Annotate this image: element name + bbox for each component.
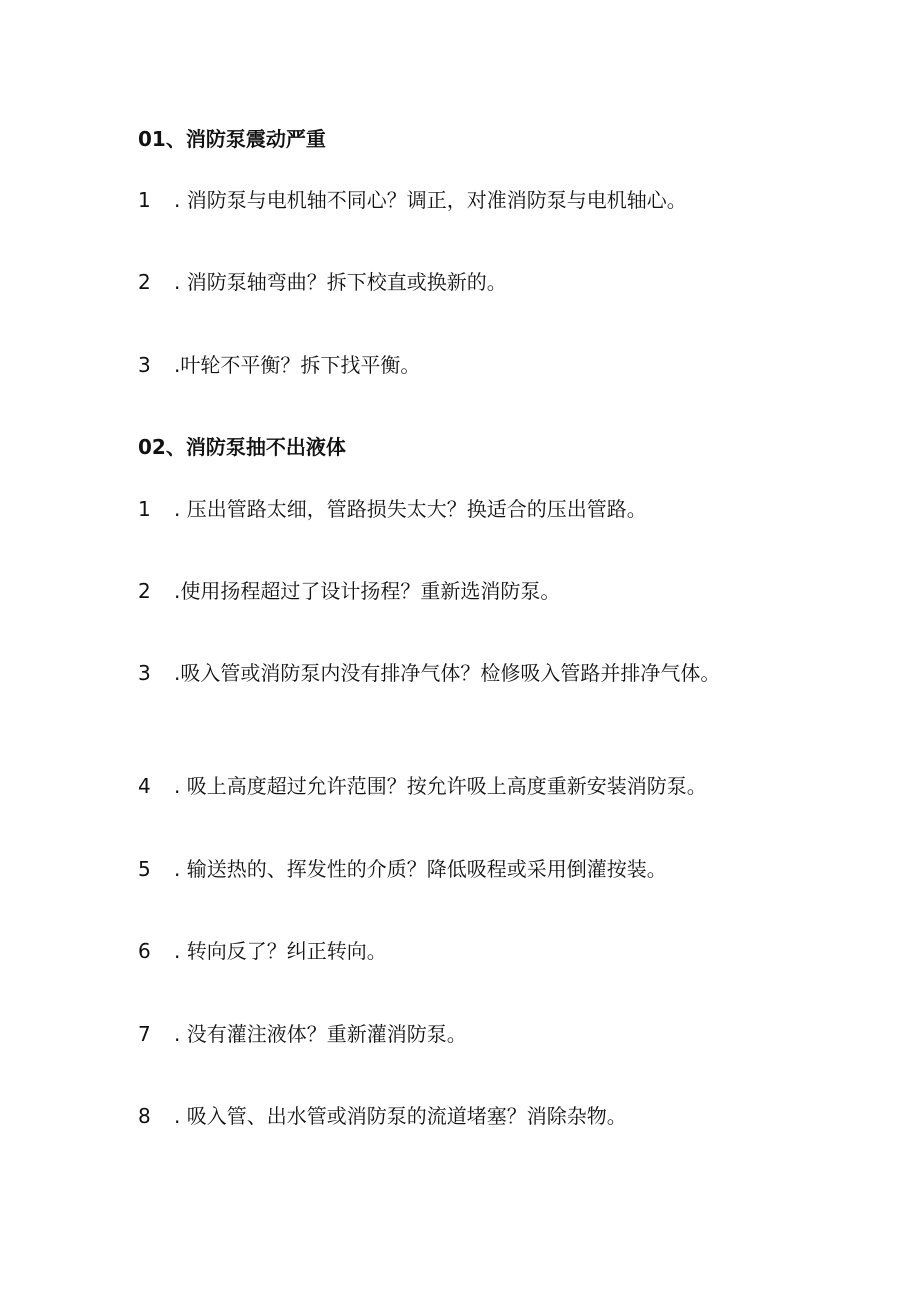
list-item (138, 853, 778, 885)
section-heading: 02、消防泵抽不出液体 (138, 435, 346, 459)
item-text: .使用扬程超过了设计扬程？重新选消防泵。 (174, 579, 561, 603)
list-item (138, 184, 778, 216)
item-number: 7 (138, 1022, 151, 1046)
item-number: 2 (138, 270, 151, 294)
item-text: .叶轮不平衡？拆下找平衡。 (174, 353, 421, 377)
item-text: . 消防泵轴弯曲？拆下校直或换新的。 (174, 270, 507, 294)
list-item (138, 575, 778, 607)
list-item (138, 935, 778, 967)
item-number: 3 (138, 353, 151, 377)
item-number: 3 (138, 661, 151, 685)
item-number: 6 (138, 939, 151, 963)
item-number: 1 (138, 188, 151, 212)
list-item (138, 1018, 778, 1050)
list-item (138, 770, 778, 802)
item-text: . 压出管路太细，管路损失太大？换适合的压出管路。 (174, 497, 647, 521)
item-text: . 输送热的、挥发性的介质？降低吸程或采用倒灌按装。 (174, 857, 667, 881)
item-number: 1 (138, 497, 151, 521)
item-number: 8 (138, 1104, 151, 1128)
list-item (138, 266, 778, 298)
item-number: 5 (138, 857, 151, 881)
section-heading: 01、消防泵震动严重 (138, 127, 326, 151)
item-text: . 吸上高度超过允许范围？按允许吸上高度重新安装消防泵。 (174, 774, 707, 798)
list-item (138, 657, 778, 689)
item-text: .吸入管或消防泵内没有排净气体？检修吸入管路并排净气体。 (174, 661, 721, 685)
item-text: . 吸入管、出水管或消防泵的流道堵塞？消除杂物。 (174, 1104, 627, 1128)
item-number: 2 (138, 579, 151, 603)
list-item (138, 1100, 778, 1132)
list-item (138, 349, 778, 381)
item-text: . 转向反了？纠正转向。 (174, 939, 387, 963)
item-text: . 没有灌注液体？重新灌消防泵。 (174, 1022, 467, 1046)
list-item (138, 493, 778, 525)
item-text: . 消防泵与电机轴不同心？调正，对准消防泵与电机轴心。 (174, 188, 687, 212)
item-number: 4 (138, 774, 151, 798)
